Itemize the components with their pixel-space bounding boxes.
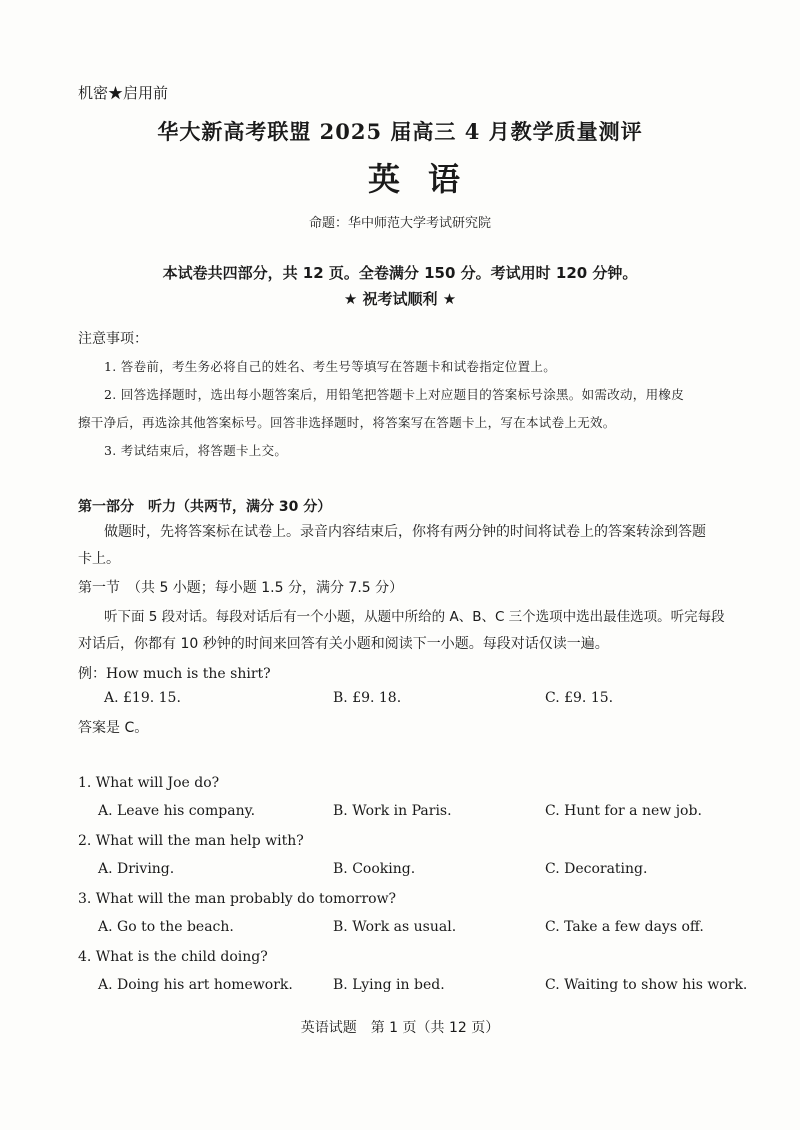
example-option-a: A. £19. 15. [104,690,181,706]
example-question: 例：How much is the shirt? [78,666,271,682]
question-option-a: A. Driving. [98,861,175,877]
section1-heading: 第一节 （共 5 小题；每小题 1.5 分，满分 7.5 分） [78,580,404,596]
question-option-c: C. Waiting to show his work. [545,977,748,993]
exam-title: 华大新高考联盟 2025 届高三 4 月教学质量测评 [157,119,643,144]
question-option-b: B. Lying in bed. [333,977,445,993]
example-option-c: C. £9. 15. [545,690,614,706]
question-option-b: B. Work in Paris. [333,803,452,819]
question-option-a: A. Doing his art homework. [98,977,293,993]
question-stem: 2. What will the man help with? [78,833,304,849]
part1-instruction: 卡上。 [78,551,120,567]
notice-item: 2. 回答选择题时，选出每小题答案后，用铅笔把答题卡上对应题目的答案标号涂黑。如需改动，用橡皮 [104,387,685,402]
part1-instruction: 做题时，先将答案标在试卷上。录音内容结束后，你将有两分钟的时间将试卷上的答案转涂到答题 [104,524,706,540]
section1-instruction: 听下面 5 段对话。每段对话后有一个小题，从题中所给的 A、B、C 三个选项中选出最佳选项。听完每段 [104,609,725,625]
section1-instruction: 对话后，你都有 10 秒钟的时间来回答有关小题和阅读下一小题。每段对话仅读一遍。 [78,636,609,652]
question-option-a: A. Go to the beach. [98,919,234,935]
notice-item: 3. 考试结束后，将答题卡上交。 [104,443,288,458]
question-option-b: B. Work as usual. [333,919,457,935]
notice-item: 擦干净后，再选涂其他答案标号。回答非选择题时，将答案写在答题卡上，写在本试卷上无效。 [78,415,616,430]
exam-info: 本试卷共四部分，共 12 页。全卷满分 150 分。考试用时 120 分钟。 [162,264,638,282]
example-answer: 答案是 C。 [78,720,149,736]
notice-heading: 注意事项： [78,331,148,347]
question-option-c: C. Hunt for a new job. [545,803,702,819]
question-stem: 3. What will the man probably do tomorrow? [78,891,397,907]
question-option-c: C. Decorating. [545,861,648,877]
question-stem: 1. What will Joe do? [78,775,220,791]
part1-heading: 第一部分 听力（共两节，满分 30 分） [78,499,332,515]
notice-item: 1. 答卷前，考生务必将自己的姓名、考生号等填写在答题卡和试卷指定位置上。 [104,359,557,374]
example-option-b: B. £9. 18. [333,690,402,706]
question-stem: 4. What is the child doing? [78,949,268,965]
page-footer: 英语试题 第 1 页（共 12 页） [300,1020,500,1036]
question-option-b: B. Cooking. [333,861,416,877]
subject-title: 英语 [367,160,488,198]
confidential-label: 机密★启用前 [78,84,169,102]
good-luck-line: ★ 祝考试顺利 ★ [343,290,457,308]
question-option-c: C. Take a few days off. [545,919,704,935]
author-line: 命题：华中师范大学考试研究院 [308,216,491,231]
question-option-a: A. Leave his company. [98,803,256,819]
